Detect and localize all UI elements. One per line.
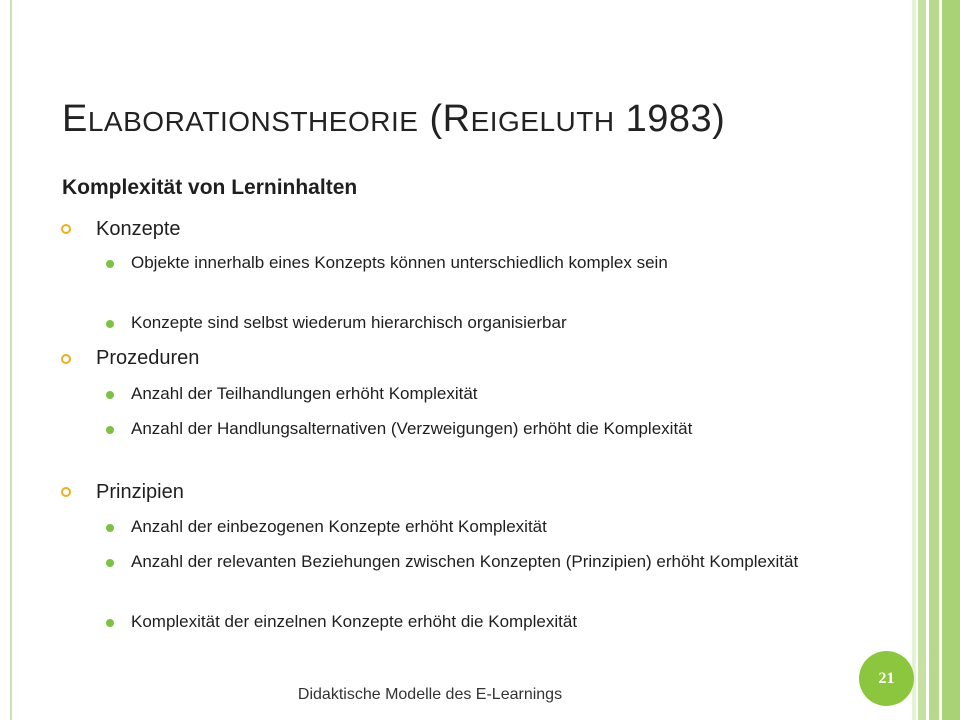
title-segment: 1983) — [614, 98, 726, 140]
title-segment: (R — [418, 98, 471, 140]
page-number: 21 — [878, 669, 895, 687]
slide-title — [62, 98, 725, 141]
right-decorative-bars — [912, 0, 960, 720]
slide-subtitle: Komplexität von Lerninhalten — [62, 176, 358, 199]
dot-bullet-icon — [106, 619, 114, 627]
section-label-prozeduren: Prozeduren — [96, 347, 200, 369]
list-item: Anzahl der Teilhandlungen erhöht Komplexität — [131, 384, 478, 403]
list-item: Anzahl der relevanten Beziehungen zwischen Konzepten (Prinzipien) erhöht Komplexität — [131, 552, 799, 571]
dot-bullet-icon — [106, 320, 114, 328]
title-segment: LABORATIONSTHEORIE — [87, 106, 419, 137]
list-item: Konzepte sind selbst wiederum hierarchisch organisierbar — [131, 313, 567, 332]
title-segment: EIGELUTH — [470, 106, 615, 137]
dot-bullet-icon — [106, 391, 114, 399]
list-item: Komplexität der einzelnen Konzepte erhöht die Komplexität — [131, 612, 578, 631]
list-item: Anzahl der einbezogenen Konzepte erhöht Komplexität — [131, 517, 547, 536]
list-item: Anzahl der Handlungsalternativen (Verzweigungen) erhöht die Komplexität — [131, 419, 693, 438]
left-border-line — [10, 0, 12, 720]
page-number-badge — [859, 651, 914, 706]
section-label-prinzipien: Prinzipien — [96, 481, 184, 503]
section-label-konzepte: Konzepte — [96, 218, 181, 240]
ring-bullet-icon — [61, 224, 71, 234]
title-segment: E — [62, 98, 88, 140]
dot-bullet-icon — [106, 426, 114, 434]
ring-bullet-icon — [61, 487, 71, 497]
dot-bullet-icon — [106, 559, 114, 567]
slide-footer: Didaktische Modelle des E-Learnings — [297, 686, 563, 703]
ring-bullet-icon — [61, 354, 71, 364]
dot-bullet-icon — [106, 260, 114, 268]
dot-bullet-icon — [106, 524, 114, 532]
list-item: Objekte innerhalb eines Konzepts können unterschiedlich komplex sein — [131, 253, 668, 272]
